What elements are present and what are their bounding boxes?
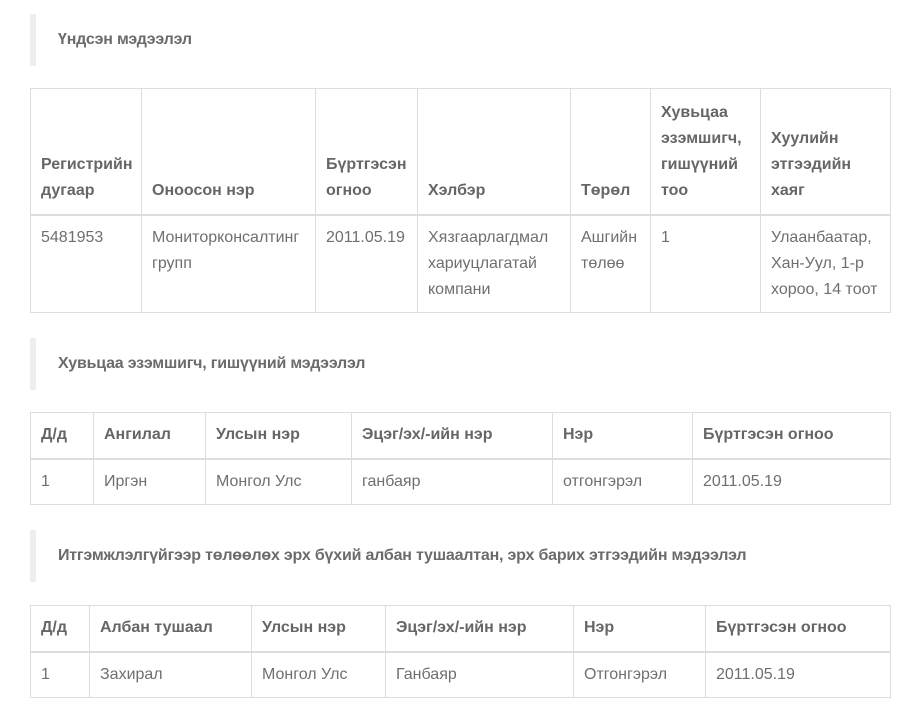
col-position: Албан тушаал [90, 606, 252, 652]
basic-info-table [30, 88, 891, 313]
cell-position: Захирал [90, 652, 252, 698]
col-registered-date: Бүртгэсэн огноо [693, 413, 891, 459]
col-country: Улсын нэр [206, 413, 352, 459]
cell-index: 1 [31, 652, 90, 698]
section-title-shareholders: Хувьцаа эзэмшигч, гишүүний мэдээлэл [30, 338, 890, 390]
col-index: Д/д [31, 606, 90, 652]
col-form: Хэлбэр [418, 89, 571, 215]
col-registered-date: Бүртгэсэн огноо [316, 89, 418, 215]
col-name: Нэр [574, 606, 706, 652]
col-registration-number: Регистрийн дугаар [31, 89, 142, 215]
section-title-basic: Үндсэн мэдээлэл [30, 14, 890, 66]
table-row [31, 459, 891, 505]
section-title-officials: Итгэмжлэлгүйгээр төлөөлөх эрх бүхий албан тушаалтан, эрх барих этгээдийн мэдээлэл [30, 530, 890, 582]
cell-registration-number: 5481953 [31, 215, 142, 313]
cell-index: 1 [31, 459, 94, 505]
col-category: Ангилал [94, 413, 206, 459]
col-index: Д/д [31, 413, 94, 459]
cell-registered-date: 2011.05.19 [706, 652, 891, 698]
cell-country: Монгол Улс [206, 459, 352, 505]
officials-table [30, 605, 891, 698]
cell-parent-name: ганбаяр [352, 459, 553, 505]
table-row [31, 652, 891, 698]
shareholders-table [30, 412, 891, 505]
col-parent-name: Эцэг/эх/-ийн нэр [386, 606, 574, 652]
col-country: Улсын нэр [252, 606, 386, 652]
cell-legal-address: Улаанбаатар, Хан-Уул, 1-р хороо, 14 тоот [761, 215, 891, 313]
cell-name: отгонгэрэл [553, 459, 693, 505]
col-parent-name: Эцэг/эх/-ийн нэр [352, 413, 553, 459]
table-header-row [31, 606, 891, 652]
col-shareholder-count: Хувьцаа эзэмшигч, гишүүний тоо [651, 89, 761, 215]
cell-category: Иргэн [94, 459, 206, 505]
table-row [31, 215, 891, 313]
col-company-name: Оноосон нэр [142, 89, 316, 215]
table-header-row [31, 413, 891, 459]
cell-parent-name: Ганбаяр [386, 652, 574, 698]
col-type: Төрөл [571, 89, 651, 215]
col-legal-address: Хуулийн этгээдийн хаяг [761, 89, 891, 215]
col-registered-date: Бүртгэсэн огноо [706, 606, 891, 652]
cell-registered-date: 2011.05.19 [693, 459, 891, 505]
cell-shareholder-count: 1 [651, 215, 761, 313]
cell-name: Отгонгэрэл [574, 652, 706, 698]
cell-company-name: Мониторконсалтинг групп [142, 215, 316, 313]
cell-registered-date: 2011.05.19 [316, 215, 418, 313]
cell-type: Ашгийн төлөө [571, 215, 651, 313]
cell-country: Монгол Улс [252, 652, 386, 698]
col-name: Нэр [553, 413, 693, 459]
cell-form: Хязгаарлагдмал хариуцлагатай компани [418, 215, 571, 313]
table-header-row [31, 89, 891, 215]
